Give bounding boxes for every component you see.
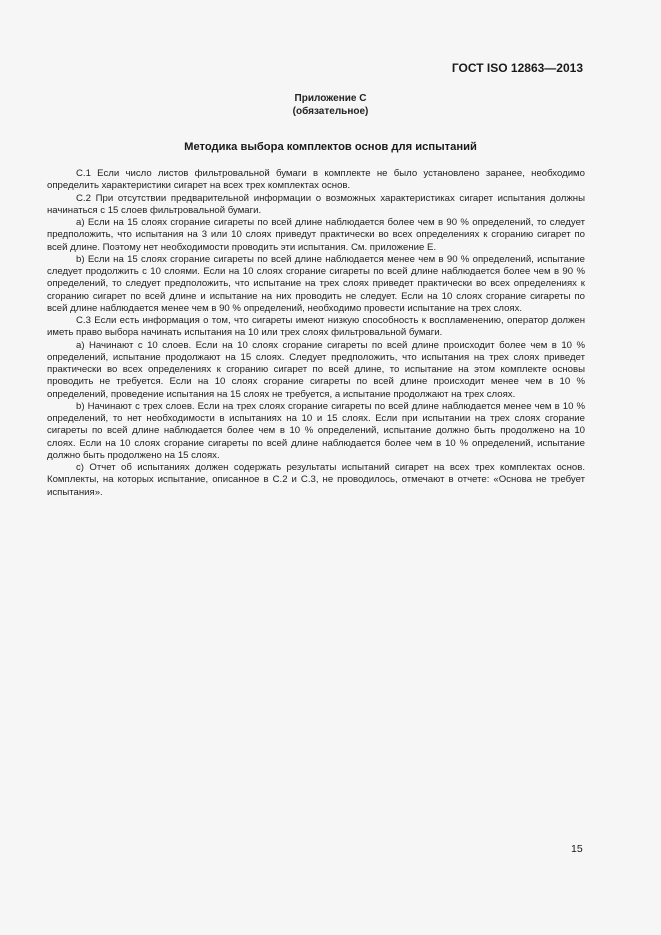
paragraph-c2-a: а) Если на 15 слоях сгорание сигареты по всей длине наблюдается более чем в 90 % определений, то следует предположить, что испытания на 3 или 10 слоях приведут практически во всех определениях к сгоранию сигарет по всей длине. Поэтому нет необходимости проводить эти испытания. См. приложение Е. xyxy=(47,217,585,253)
annex-status: (обязательное) xyxy=(292,106,369,117)
paragraph-c1: С.1 Если число листов фильтровальной бумаги в комплекте не было установлено заранее, необходимо определить характеристики сигарет на всех трех комплектах основ. xyxy=(47,168,585,192)
annex-title: Приложение С xyxy=(294,93,367,104)
paragraph-c2-b: b) Если на 15 слоях сгорание сигареты по всей длине наблюдается менее чем в 90 % определений, испытание следует продолжить с 10 слоями. Если на 10 слоях сгорание сигареты по всей длине наблюдается более чем в 90 % определений, то следует предположить, что испытание на трех слоях приведет практически во всех определениях к сгоранию сигарет по всей длине и испытание на них проводить не следует. Если на 10 слоях сгорание сигареты по всей длине наблюдается менее чем в 90 % определений, необходимо провести испытание на трех слоях. xyxy=(47,253,585,314)
paragraph-c3-c: с) Отчет об испытаниях должен содержать результаты испытаний сигарет на всех трех комплектах основ. Комплекты, на которых испытание, описанное в С.2 и С.3, не проводилось, отмечают в отчете: «Основа не требует испытания». xyxy=(47,462,585,498)
body-text xyxy=(47,168,585,499)
page-number: 15 xyxy=(571,843,583,855)
standard-code-header: ГОСТ ISO 12863—2013 xyxy=(451,61,583,75)
paragraph-c3-b: b) Начинают с трех слоев. Если на трех слоях сгорание сигареты по всей длине наблюдается менее чем в 10 % определений, то нет необходимости в испытаниях на 10 и 15 слоях. Если при испытании на трех слоях сгорание сигареты по всей длине наблюдается более чем в 10 % определений, испытание должно быть продолжено на 10 слоях. Если на 10 слоях сгорание сигареты по всей длине наблюдается более чем в 10 % определений, испытание должно быть продолжено на 15 слоях. xyxy=(47,400,585,461)
annex-heading xyxy=(0,92,661,118)
paragraph-c2: С.2 При отсутствии предварительной информации о возможных характеристиках сигарет испытания должны начинаться с 15 слоев фильтровальной бумаги. xyxy=(47,192,585,216)
section-title: Методика выбора комплектов основ для испытаний xyxy=(184,141,477,153)
paragraph-c3-a: а) Начинают с 10 слоев. Если на 10 слоях сгорание сигареты по всей длине происходит более чем в 10 % определений, испытание продолжают на 15 слоях. Следует предположить, что испытания на трех слоях приведет практически во всех определениях к сгоранию сигарет по всей длине, то испытание на этом комплекте основы проводить не требуется. Если на 10 слоях сгорание сигареты по всей длине происходит менее чем в 10 % определений, проведение испытания на 15 слоях не требуется, а испытание продолжают на трех слоях. xyxy=(47,339,585,400)
paragraph-c3: С.3 Если есть информация о том, что сигареты имеют низкую способность к воспламенению, оператор должен иметь право выбора начинать испытания на 10 или трех слоях фильтровальной бумаги. xyxy=(47,315,585,339)
